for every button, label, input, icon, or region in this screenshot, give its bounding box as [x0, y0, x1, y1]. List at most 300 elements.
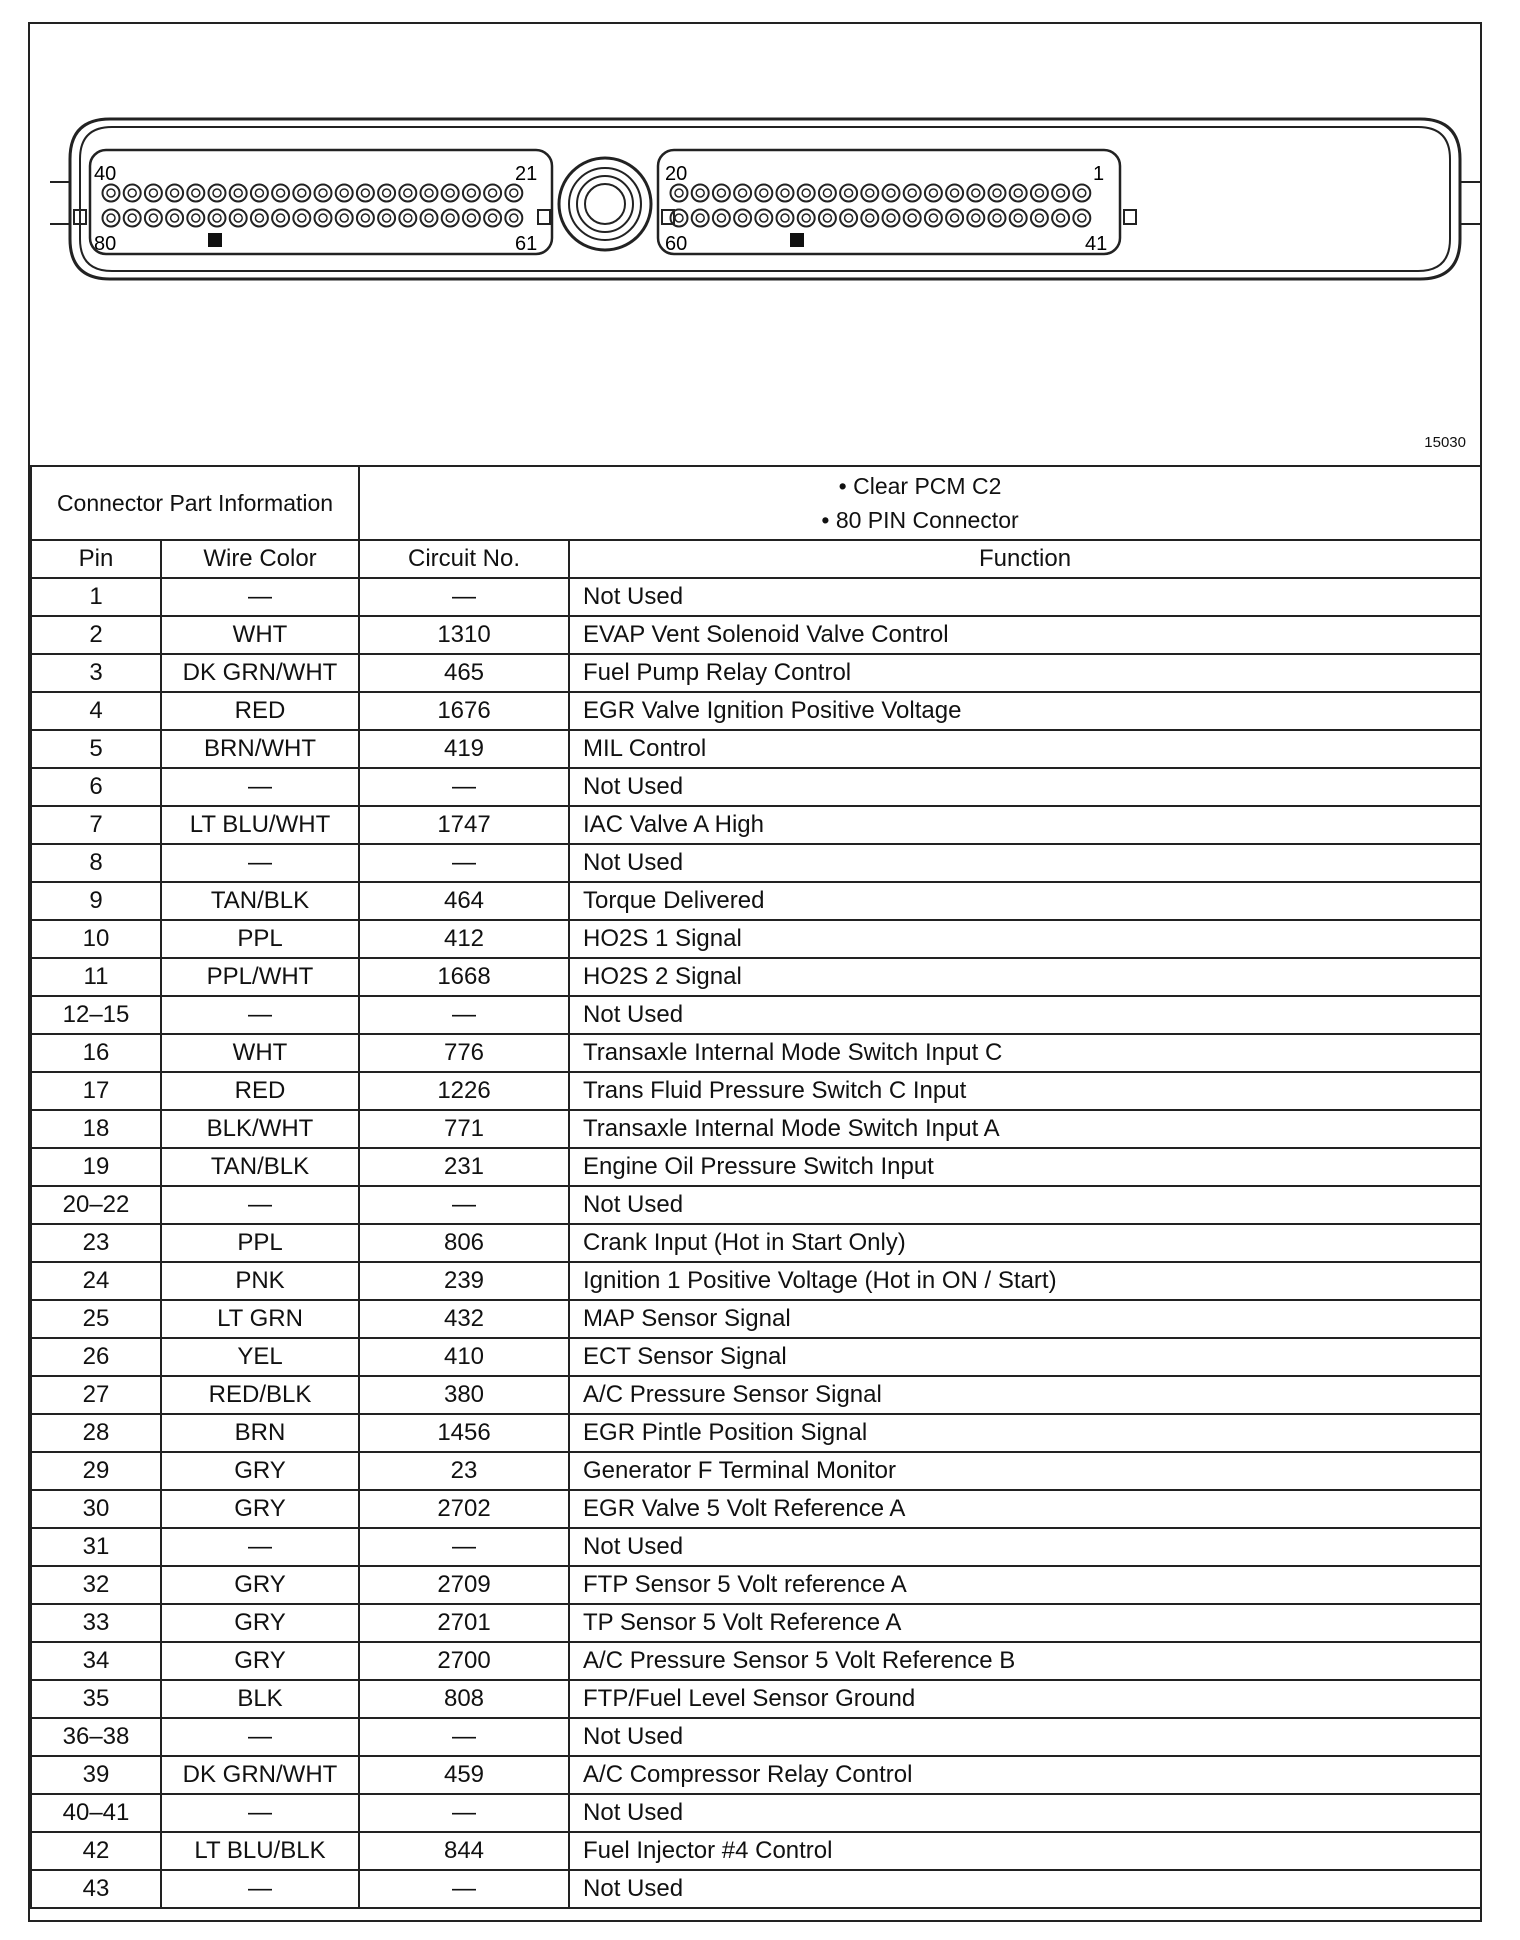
label-pin-40: 40: [94, 163, 117, 185]
pin-cell: 1: [31, 578, 161, 616]
pin-socket-icon: [357, 210, 374, 227]
table-row: [31, 882, 1481, 920]
pin-socket-inner: [929, 189, 937, 197]
pin-socket-inner: [489, 214, 497, 222]
pin-socket-inner: [823, 214, 831, 222]
pin-socket-inner: [319, 189, 327, 197]
wire-color-cell: —: [161, 996, 359, 1034]
pin-socket-inner: [993, 189, 1001, 197]
circuit-cell: 2709: [359, 1566, 569, 1604]
wire-color-cell: GRY: [161, 1452, 359, 1490]
pin-socket-inner: [781, 214, 789, 222]
pin-socket-icon: [124, 185, 141, 202]
circuit-cell: 1456: [359, 1414, 569, 1452]
circuit-cell: —: [359, 1718, 569, 1756]
circuit-cell: 432: [359, 1300, 569, 1338]
pin-cell: 33: [31, 1604, 161, 1642]
function-cell: Fuel Injector #4 Control: [569, 1832, 1481, 1870]
pin-socket-icon: [399, 210, 416, 227]
pin-socket-inner: [993, 214, 1001, 222]
pin-cell: 40–41: [31, 1794, 161, 1832]
circuit-cell: 1676: [359, 692, 569, 730]
pin-socket-icon: [840, 210, 857, 227]
table-row: [31, 806, 1481, 844]
wire-color-cell: TAN/BLK: [161, 882, 359, 920]
pin-socket-inner: [1078, 189, 1086, 197]
pin-socket-inner: [361, 214, 369, 222]
header-pin: Pin: [31, 540, 161, 578]
table-row: [31, 1680, 1481, 1718]
pin-socket-icon: [840, 185, 857, 202]
pin-socket-icon: [1073, 185, 1090, 202]
pin-cell: 11: [31, 958, 161, 996]
pin-socket-inner: [1057, 189, 1065, 197]
pin-socket-inner: [739, 214, 747, 222]
pin-socket-icon: [145, 210, 162, 227]
wire-color-cell: RED: [161, 692, 359, 730]
circuit-cell: 231: [359, 1148, 569, 1186]
pin-socket-icon: [251, 185, 268, 202]
function-cell: MIL Control: [569, 730, 1481, 768]
wire-color-cell: LT BLU/BLK: [161, 1832, 359, 1870]
pin-socket-icon: [145, 185, 162, 202]
wire-color-cell: PPL: [161, 920, 359, 958]
wire-color-cell: GRY: [161, 1490, 359, 1528]
circuit-cell: 776: [359, 1034, 569, 1072]
function-cell: Not Used: [569, 996, 1481, 1034]
pin-socket-icon: [777, 185, 794, 202]
center-post-icon: [559, 158, 651, 250]
pin-socket-inner: [213, 214, 221, 222]
wire-color-cell: RED/BLK: [161, 1376, 359, 1414]
pin-socket-icon: [442, 210, 459, 227]
pin-cell: 20–22: [31, 1186, 161, 1224]
wire-color-cell: PPL: [161, 1224, 359, 1262]
table-row: [31, 958, 1481, 996]
pin-socket-icon: [251, 210, 268, 227]
function-cell: TP Sensor 5 Volt Reference A: [569, 1604, 1481, 1642]
pin-socket-inner: [340, 189, 348, 197]
pin-cell: 28: [31, 1414, 161, 1452]
pin-cell: 4: [31, 692, 161, 730]
function-cell: Not Used: [569, 768, 1481, 806]
header-circuit: Circuit No.: [359, 540, 569, 578]
circuit-cell: 1668: [359, 958, 569, 996]
function-cell: FTP Sensor 5 Volt reference A: [569, 1566, 1481, 1604]
pin-socket-icon: [103, 185, 120, 202]
pin-cell: 18: [31, 1110, 161, 1148]
wire-color-cell: BRN/WHT: [161, 730, 359, 768]
pin-socket-inner: [107, 189, 115, 197]
wire-color-cell: GRY: [161, 1604, 359, 1642]
pin-socket-inner: [319, 214, 327, 222]
function-cell: Engine Oil Pressure Switch Input: [569, 1148, 1481, 1186]
label-pin-61: 61: [515, 233, 538, 255]
header-wire-color: Wire Color: [161, 540, 359, 578]
function-cell: EGR Valve Ignition Positive Voltage: [569, 692, 1481, 730]
pin-socket-icon: [399, 185, 416, 202]
pin-socket-inner: [972, 214, 980, 222]
table-row: [31, 1338, 1481, 1376]
pin-socket-inner: [361, 189, 369, 197]
pin-cell: 30: [31, 1490, 161, 1528]
pin-socket-inner: [802, 189, 810, 197]
table-row: [31, 692, 1481, 730]
pin-socket-inner: [192, 189, 200, 197]
pin-socket-inner: [951, 214, 959, 222]
pin-socket-inner: [192, 214, 200, 222]
pin-socket-inner: [255, 189, 263, 197]
circuit-cell: 771: [359, 1110, 569, 1148]
pin-socket-inner: [929, 214, 937, 222]
pin-cell: 16: [31, 1034, 161, 1072]
pin-socket-icon: [272, 185, 289, 202]
pin-socket-icon: [861, 210, 878, 227]
pin-socket-inner: [845, 189, 853, 197]
table-row: [31, 1832, 1481, 1870]
function-cell: Transaxle Internal Mode Switch Input A: [569, 1110, 1481, 1148]
wire-color-cell: PPL/WHT: [161, 958, 359, 996]
pin-socket-inner: [887, 214, 895, 222]
pin-socket-icon: [124, 210, 141, 227]
pin-socket-icon: [315, 210, 332, 227]
pin-socket-icon: [1052, 185, 1069, 202]
function-cell: Not Used: [569, 1186, 1481, 1224]
pin-socket-icon: [230, 210, 247, 227]
label-pin-21: 21: [515, 163, 538, 185]
circuit-cell: 844: [359, 1832, 569, 1870]
pin-socket-inner: [128, 189, 136, 197]
table-row: [31, 1262, 1481, 1300]
pin-socket-icon: [904, 185, 921, 202]
pin-cell: 24: [31, 1262, 161, 1300]
table-row: [31, 920, 1481, 958]
pin-cell: 23: [31, 1224, 161, 1262]
pin-socket-icon: [755, 185, 772, 202]
function-cell: Fuel Pump Relay Control: [569, 654, 1481, 692]
pin-socket-icon: [421, 210, 438, 227]
pin-cell: 35: [31, 1680, 161, 1718]
wire-color-cell: LT BLU/WHT: [161, 806, 359, 844]
pin-socket-inner: [277, 189, 285, 197]
wire-color-cell: —: [161, 578, 359, 616]
pin-socket-icon: [798, 210, 815, 227]
pin-socket-inner: [802, 214, 810, 222]
pin-socket-inner: [404, 214, 412, 222]
pin-cell: 12–15: [31, 996, 161, 1034]
pin-socket-inner: [887, 189, 895, 197]
circuit-cell: 465: [359, 654, 569, 692]
table-row: [31, 730, 1481, 768]
circuit-cell: 808: [359, 1680, 569, 1718]
pin-socket-icon: [989, 185, 1006, 202]
pin-socket-icon: [925, 185, 942, 202]
circuit-cell: 1310: [359, 616, 569, 654]
pin-cell: 10: [31, 920, 161, 958]
pin-cell: 31: [31, 1528, 161, 1566]
pin-socket-inner: [149, 214, 157, 222]
circuit-cell: —: [359, 1794, 569, 1832]
label-pin-60: 60: [665, 233, 688, 255]
part-info-list: [359, 466, 1481, 540]
pin-socket-icon: [819, 210, 836, 227]
pin-socket-icon: [293, 210, 310, 227]
pin-socket-icon: [755, 210, 772, 227]
table-row: [31, 768, 1481, 806]
pin-cell: 32: [31, 1566, 161, 1604]
table-row: [31, 1794, 1481, 1832]
pin-socket-icon: [734, 185, 751, 202]
pin-socket-inner: [489, 189, 497, 197]
pin-socket-inner: [467, 214, 475, 222]
pin-cell: 26: [31, 1338, 161, 1376]
pin-socket-inner: [425, 189, 433, 197]
pin-socket-inner: [717, 214, 725, 222]
table-row: [31, 1566, 1481, 1604]
pin-socket-inner: [446, 214, 454, 222]
pin-socket-icon: [989, 210, 1006, 227]
wire-color-cell: DK GRN/WHT: [161, 1756, 359, 1794]
pin-cell: 25: [31, 1300, 161, 1338]
pin-socket-icon: [336, 185, 353, 202]
function-cell: Transaxle Internal Mode Switch Input C: [569, 1034, 1481, 1072]
wire-color-cell: RED: [161, 1072, 359, 1110]
pin-socket-inner: [213, 189, 221, 197]
function-cell: ECT Sensor Signal: [569, 1338, 1481, 1376]
pin-socket-inner: [128, 214, 136, 222]
table-row: [31, 654, 1481, 692]
right-pin-block: [671, 185, 1091, 227]
circuit-cell: —: [359, 768, 569, 806]
function-cell: Not Used: [569, 1718, 1481, 1756]
table-row: [31, 616, 1481, 654]
pin-cell: 42: [31, 1832, 161, 1870]
label-pin-80: 80: [94, 233, 117, 255]
left-pin-block: [103, 185, 523, 227]
pin-socket-icon: [166, 210, 183, 227]
wire-color-cell: PNK: [161, 1262, 359, 1300]
pin-socket-icon: [505, 210, 522, 227]
pin-socket-inner: [951, 189, 959, 197]
function-cell: Trans Fluid Pressure Switch C Input: [569, 1072, 1481, 1110]
part-info-label: Connector Part Information: [31, 466, 359, 540]
pin-socket-inner: [1014, 189, 1022, 197]
pin-socket-inner: [717, 189, 725, 197]
function-cell: Generator F Terminal Monitor: [569, 1452, 1481, 1490]
pin-socket-inner: [404, 189, 412, 197]
table-row: [31, 578, 1481, 616]
pin-socket-icon: [378, 185, 395, 202]
pin-socket-inner: [425, 214, 433, 222]
circuit-cell: 412: [359, 920, 569, 958]
part-info-item: • Clear PCM C2: [360, 469, 1480, 503]
part-info-item: • 80 PIN Connector: [360, 503, 1480, 537]
pin-socket-icon: [484, 185, 501, 202]
pin-socket-icon: [166, 185, 183, 202]
pin-socket-icon: [272, 210, 289, 227]
table-row: [31, 844, 1481, 882]
table-row: [31, 1756, 1481, 1794]
wire-color-cell: BLK/WHT: [161, 1110, 359, 1148]
circuit-cell: —: [359, 1870, 569, 1908]
circuit-cell: 806: [359, 1224, 569, 1262]
pin-socket-inner: [298, 214, 306, 222]
pin-cell: 43: [31, 1870, 161, 1908]
function-cell: Not Used: [569, 578, 1481, 616]
pin-socket-icon: [357, 185, 374, 202]
pin-cell: 29: [31, 1452, 161, 1490]
table-row: [31, 1034, 1481, 1072]
pin-socket-icon: [378, 210, 395, 227]
circuit-cell: 1226: [359, 1072, 569, 1110]
wire-color-cell: —: [161, 1186, 359, 1224]
pin-socket-inner: [866, 214, 874, 222]
pin-cell: 7: [31, 806, 161, 844]
pin-socket-inner: [298, 189, 306, 197]
function-cell: HO2S 1 Signal: [569, 920, 1481, 958]
pin-socket-inner: [696, 214, 704, 222]
table-row: [31, 996, 1481, 1034]
pin-cell: 27: [31, 1376, 161, 1414]
wire-color-cell: —: [161, 1718, 359, 1756]
pin-socket-inner: [675, 214, 683, 222]
pin-cell: 17: [31, 1072, 161, 1110]
pin-socket-icon: [904, 210, 921, 227]
wire-color-cell: LT GRN: [161, 1300, 359, 1338]
pin-socket-icon: [967, 185, 984, 202]
header-function: Function: [569, 540, 1481, 578]
wire-color-cell: YEL: [161, 1338, 359, 1376]
pin-socket-icon: [819, 185, 836, 202]
pin-socket-inner: [510, 214, 518, 222]
function-cell: MAP Sensor Signal: [569, 1300, 1481, 1338]
pin-socket-icon: [734, 210, 751, 227]
function-cell: EGR Pintle Position Signal: [569, 1414, 1481, 1452]
label-pin-41: 41: [1085, 233, 1108, 255]
circuit-cell: —: [359, 1528, 569, 1566]
table-row: [31, 1224, 1481, 1262]
circuit-cell: 23: [359, 1452, 569, 1490]
pin-socket-icon: [946, 185, 963, 202]
part-info-row: [31, 466, 1481, 540]
wire-color-cell: —: [161, 1528, 359, 1566]
wire-color-cell: —: [161, 844, 359, 882]
wire-color-cell: —: [161, 1870, 359, 1908]
function-cell: A/C Pressure Sensor 5 Volt Reference B: [569, 1642, 1481, 1680]
table-row: [31, 1072, 1481, 1110]
circuit-cell: 464: [359, 882, 569, 920]
pin-socket-inner: [383, 189, 391, 197]
wire-color-cell: GRY: [161, 1642, 359, 1680]
pin-socket-inner: [739, 189, 747, 197]
table-row: [31, 1186, 1481, 1224]
pin-socket-inner: [696, 189, 704, 197]
connector-document: [28, 22, 1482, 1922]
function-cell: Crank Input (Hot in Start Only): [569, 1224, 1481, 1262]
circuit-cell: 419: [359, 730, 569, 768]
pin-cell: 5: [31, 730, 161, 768]
pin-socket-inner: [1057, 214, 1065, 222]
pin-socket-inner: [866, 189, 874, 197]
pin-socket-icon: [336, 210, 353, 227]
function-cell: EGR Valve 5 Volt Reference A: [569, 1490, 1481, 1528]
table-row: [31, 1718, 1481, 1756]
pin-cell: 8: [31, 844, 161, 882]
function-cell: HO2S 2 Signal: [569, 958, 1481, 996]
pin-socket-icon: [315, 185, 332, 202]
table-header-row: [31, 540, 1481, 578]
pin-socket-inner: [760, 189, 768, 197]
pin-socket-inner: [675, 189, 683, 197]
pin-socket-inner: [1014, 214, 1022, 222]
pin-socket-inner: [908, 189, 916, 197]
figure-number: 15030: [1424, 434, 1466, 451]
pin-socket-inner: [908, 214, 916, 222]
function-cell: Ignition 1 Positive Voltage (Hot in ON / Start): [569, 1262, 1481, 1300]
pin-socket-icon: [1031, 210, 1048, 227]
label-pin-1: 1: [1093, 163, 1105, 185]
pin-socket-icon: [946, 210, 963, 227]
pin-socket-icon: [209, 185, 226, 202]
pin-cell: 36–38: [31, 1718, 161, 1756]
pin-socket-inner: [340, 214, 348, 222]
pin-socket-inner: [781, 189, 789, 197]
pin-cell: 2: [31, 616, 161, 654]
pin-socket-icon: [442, 185, 459, 202]
pin-socket-icon: [1052, 210, 1069, 227]
pin-socket-inner: [277, 214, 285, 222]
pin-socket-inner: [972, 189, 980, 197]
function-cell: Not Used: [569, 1870, 1481, 1908]
table-row: [31, 1452, 1481, 1490]
circuit-cell: 1747: [359, 806, 569, 844]
table-row: [31, 1148, 1481, 1186]
pin-socket-icon: [1073, 210, 1090, 227]
wire-color-cell: TAN/BLK: [161, 1148, 359, 1186]
circuit-cell: —: [359, 1186, 569, 1224]
pin-socket-icon: [103, 210, 120, 227]
circuit-cell: 459: [359, 1756, 569, 1794]
wire-color-cell: BLK: [161, 1680, 359, 1718]
connector-face-diagram: [30, 24, 1480, 464]
function-cell: IAC Valve A High: [569, 806, 1481, 844]
table-row: [31, 1376, 1481, 1414]
pin-socket-icon: [777, 210, 794, 227]
table-row: [31, 1110, 1481, 1148]
table-row: [31, 1414, 1481, 1452]
pin-socket-inner: [446, 189, 454, 197]
pin-socket-icon: [713, 210, 730, 227]
wire-color-cell: DK GRN/WHT: [161, 654, 359, 692]
pin-socket-icon: [1010, 185, 1027, 202]
pin-socket-inner: [823, 189, 831, 197]
pin-socket-icon: [883, 210, 900, 227]
pin-socket-icon: [861, 185, 878, 202]
pin-socket-icon: [692, 210, 709, 227]
pin-socket-inner: [1035, 214, 1043, 222]
table-row: [31, 1870, 1481, 1908]
circuit-cell: 2702: [359, 1490, 569, 1528]
function-cell: A/C Pressure Sensor Signal: [569, 1376, 1481, 1414]
pin-socket-icon: [713, 185, 730, 202]
pin-socket-inner: [1035, 189, 1043, 197]
pin-socket-icon: [505, 185, 522, 202]
wire-color-cell: —: [161, 1794, 359, 1832]
table-row: [31, 1490, 1481, 1528]
pin-socket-inner: [234, 189, 242, 197]
circuit-cell: 2701: [359, 1604, 569, 1642]
circuit-cell: 410: [359, 1338, 569, 1376]
